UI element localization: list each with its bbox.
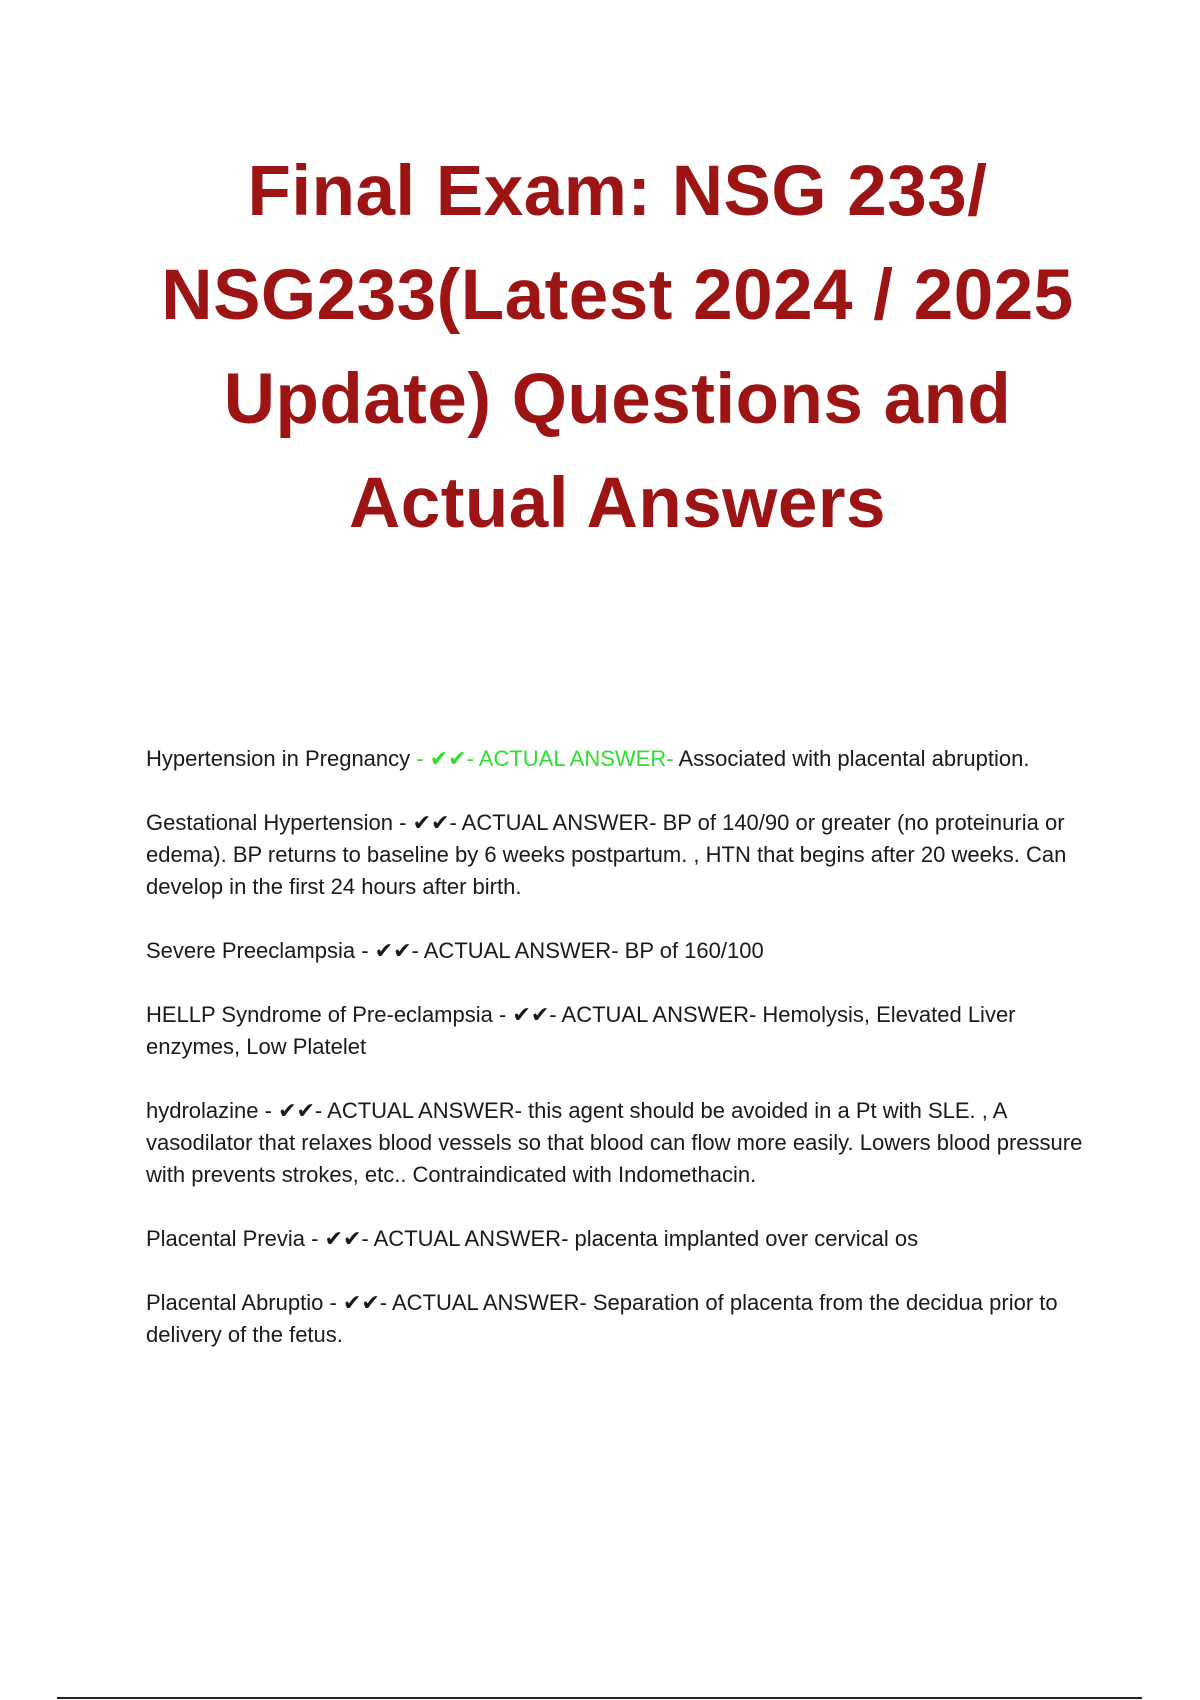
qa-item bbox=[146, 935, 1096, 967]
qa-answer: Separation of placenta from the decidua prior to delivery of the fetus. bbox=[146, 1290, 1058, 1347]
qa-term: Placental Previa bbox=[146, 1226, 305, 1251]
answer-separator: - ✔✔- ACTUAL ANSWER- bbox=[410, 746, 679, 771]
answer-separator: - ✔✔- ACTUAL ANSWER- bbox=[492, 1002, 763, 1027]
qa-item bbox=[146, 1287, 1096, 1351]
qa-answer: this agent should be avoided in a Pt with SLE. , A vasodilator that relaxes blood vessels so that blood can flow more easily. Lowers blood pressure with prevents strokes, etc.. Contraindicated with Indomethacin. bbox=[146, 1098, 1083, 1187]
qa-answer: Associated with placental abruption. bbox=[678, 746, 1030, 771]
qa-list bbox=[146, 743, 1096, 1383]
qa-item bbox=[146, 1223, 1096, 1255]
qa-term: Gestational Hypertension bbox=[146, 810, 394, 835]
qa-term: HELLP Syndrome of Pre-eclampsia bbox=[146, 1002, 493, 1027]
answer-separator: - ✔✔- ACTUAL ANSWER- bbox=[323, 1290, 593, 1315]
title-line: Update) Questions and bbox=[223, 360, 1012, 439]
qa-answer: BP of 140/90 or greater (no proteinuria or edema). BP returns to baseline by 6 weeks postpartum. , HTN that begins after 20 weeks. Can develop in the first 24 hours after birth. bbox=[146, 810, 1067, 899]
qa-item bbox=[146, 743, 1096, 775]
qa-item bbox=[146, 999, 1096, 1063]
qa-item bbox=[146, 807, 1096, 903]
qa-term: Placental Abruptio bbox=[146, 1290, 324, 1315]
qa-answer: placenta implanted over cervical os bbox=[574, 1226, 919, 1251]
qa-term: hydrolazine bbox=[146, 1098, 259, 1123]
qa-term: Severe Preeclampsia bbox=[146, 938, 356, 963]
footer-divider bbox=[57, 1697, 1142, 1699]
qa-answer: BP of 160/100 bbox=[624, 938, 764, 963]
qa-item bbox=[146, 1095, 1096, 1191]
answer-separator: - ✔✔- ACTUAL ANSWER- bbox=[355, 938, 625, 963]
qa-term: Hypertension in Pregnancy bbox=[146, 746, 411, 771]
answer-separator: - ✔✔- ACTUAL ANSWER- bbox=[393, 810, 663, 835]
title-line: NSG233(Latest 2024 / 2025 bbox=[161, 256, 1074, 335]
document-title bbox=[60, 140, 1175, 556]
qa-answer: Hemolysis, Elevated Liver enzymes, Low Platelet bbox=[146, 1002, 1016, 1059]
answer-separator: - ✔✔- ACTUAL ANSWER- bbox=[304, 1226, 575, 1251]
title-line: Actual Answers bbox=[348, 464, 887, 543]
answer-separator: - ✔✔- ACTUAL ANSWER- bbox=[258, 1098, 529, 1123]
title-line: Final Exam: NSG 233/ bbox=[247, 152, 988, 231]
